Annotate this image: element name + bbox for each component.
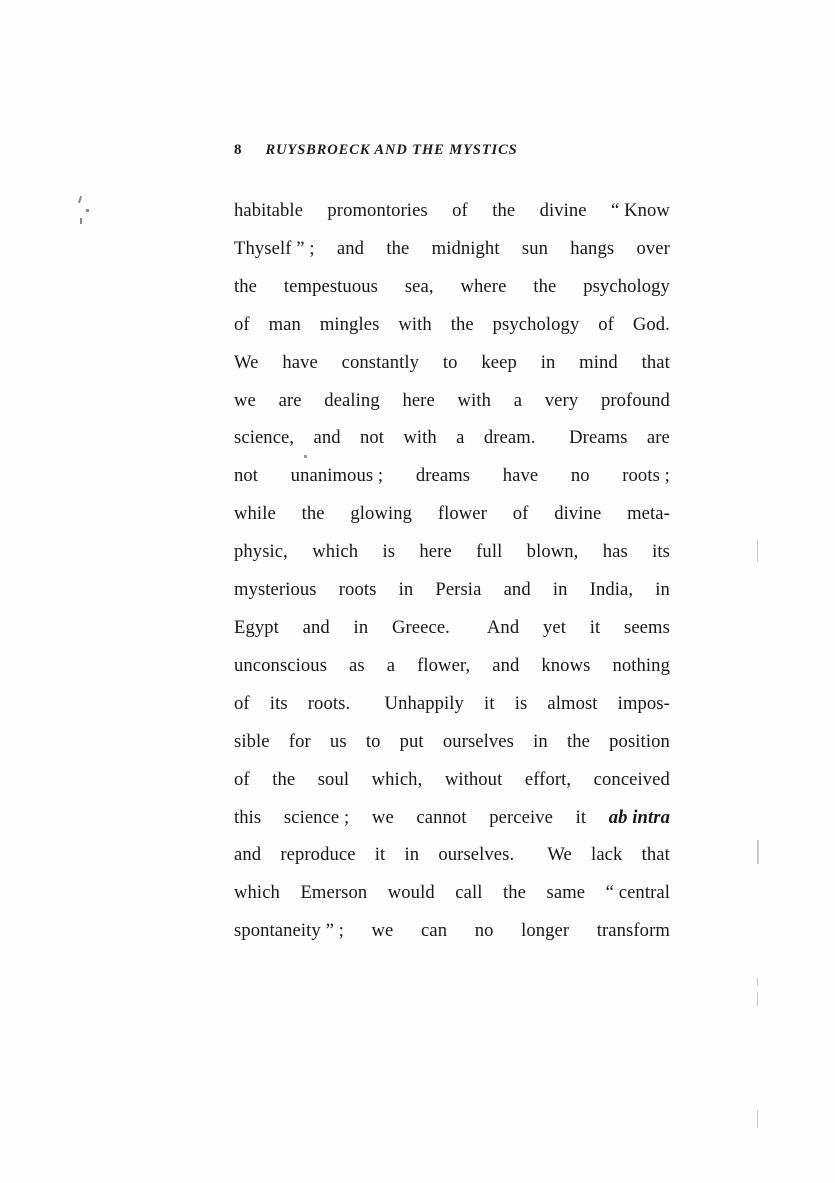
text-word: us [329, 730, 347, 752]
text-line [234, 382, 670, 420]
text-word: to [442, 351, 458, 373]
text-line [234, 419, 670, 457]
text-word: habitable [234, 200, 304, 221]
text-word: is [514, 692, 528, 714]
text-word: a [386, 654, 396, 676]
text-word: man [268, 313, 301, 335]
text-word: here [419, 541, 452, 563]
margin-artifact [757, 540, 758, 562]
text-word: sun [521, 237, 549, 259]
text-word: we [371, 806, 394, 828]
text-word: glowing [350, 503, 413, 525]
text-word: and [492, 654, 520, 676]
margin-artifact [757, 1110, 758, 1128]
text-word: ourselves. [438, 844, 515, 866]
text-line [234, 799, 670, 837]
text-word: in [353, 616, 369, 638]
text-word: can [421, 920, 448, 942]
text-word: no [474, 920, 494, 942]
text-word: “ Know [611, 200, 670, 221]
scan-speck [80, 218, 82, 224]
text-line [234, 836, 670, 874]
text-word: Dreams [554, 427, 628, 449]
text-word: this [234, 806, 262, 828]
text-word: ourselves [442, 730, 514, 752]
text-word: roots [338, 579, 377, 601]
text-line [234, 306, 670, 344]
text-line [234, 230, 670, 268]
text-line [234, 723, 670, 761]
text-line [234, 874, 670, 912]
text-word: keep [481, 351, 517, 373]
scan-speck [86, 209, 89, 212]
text-word: ab intra [608, 806, 670, 828]
text-word: no [570, 465, 590, 487]
text-word: Unhappily [370, 692, 464, 714]
text-line [234, 457, 670, 495]
text-word: promontories [327, 200, 428, 221]
text-word: “ central [605, 882, 670, 904]
text-word: longer [521, 920, 570, 942]
text-word: its [652, 541, 670, 563]
text-line [234, 912, 670, 950]
text-word: Thyself ” ; [234, 237, 315, 259]
text-word: flower [437, 503, 487, 525]
text-word: that [641, 351, 670, 373]
text-word: unanimous ; [290, 465, 384, 487]
text-word: which, [371, 768, 423, 790]
text-word: without [444, 768, 503, 790]
text-word: and [336, 237, 365, 259]
text-word: the [301, 503, 325, 525]
text-word: with [457, 389, 492, 411]
text-word: with [403, 427, 437, 449]
text-word: call [455, 882, 483, 904]
text-word: that [641, 844, 670, 866]
text-line [234, 647, 670, 685]
scan-speck [304, 455, 307, 458]
text-word: which [312, 541, 359, 563]
text-word: very [544, 389, 579, 411]
text-word: roots ; [622, 465, 670, 487]
text-word: are [278, 389, 302, 411]
text-line [234, 609, 670, 647]
scan-speck [78, 196, 82, 203]
text-word: the [386, 237, 410, 259]
text-word: sible [234, 730, 270, 752]
text-word: of [234, 313, 250, 335]
text-word: profound [600, 389, 670, 411]
text-word: we [371, 920, 394, 942]
text-word: while [234, 503, 276, 525]
text-word: roots. [307, 692, 351, 714]
text-line [234, 192, 670, 230]
text-word: of [234, 768, 250, 790]
text-word: science, [234, 427, 295, 449]
text-word: the [234, 275, 258, 297]
text-word: has [602, 541, 628, 563]
margin-artifact [757, 978, 758, 986]
text-word: have [502, 465, 539, 487]
text-word: and [503, 579, 531, 601]
text-line [234, 571, 670, 609]
text-word: perceive [489, 806, 553, 828]
text-word: meta- [627, 503, 670, 525]
text-word: soul [317, 768, 350, 790]
text-line [234, 533, 670, 571]
text-word: almost [547, 692, 598, 714]
text-word: dreams [415, 465, 471, 487]
text-word: cannot [416, 806, 467, 828]
text-word: yet [542, 616, 566, 638]
text-word: in [552, 579, 568, 601]
text-word: spontaneity ” ; [234, 920, 344, 942]
text-word: a [456, 427, 465, 449]
text-word: dealing [324, 389, 380, 411]
text-word: divine [539, 200, 587, 221]
text-word: is [382, 541, 396, 563]
text-word: in [404, 844, 420, 866]
text-word: blown, [526, 541, 579, 563]
text-line [234, 495, 670, 533]
text-word: position [609, 730, 670, 752]
text-word: Persia [435, 579, 482, 601]
text-word: conceived [593, 768, 670, 790]
text-word: over [636, 237, 670, 259]
text-word: tempestuous [283, 275, 378, 297]
text-word: put [399, 730, 424, 752]
margin-artifact [757, 840, 759, 864]
text-word: midnight [431, 237, 500, 259]
text-word: unconscious [234, 654, 328, 676]
text-word: its [269, 692, 288, 714]
text-word: God. [632, 313, 670, 335]
text-word: full [476, 541, 503, 563]
text-word: of [598, 313, 614, 335]
text-word: in [540, 351, 556, 373]
text-word: mingles [319, 313, 380, 335]
text-word: which [234, 882, 280, 904]
text-word: transform [596, 920, 670, 942]
text-word: We [234, 351, 259, 373]
text-word: of [512, 503, 529, 525]
text-word: not [234, 465, 259, 487]
text-word: constantly [341, 351, 420, 373]
text-word: lack [591, 844, 623, 866]
text-word: psychology [583, 275, 670, 297]
text-word: are [646, 427, 670, 449]
text-word: and [234, 844, 262, 866]
text-word: it [484, 692, 495, 714]
text-word: we [234, 389, 256, 411]
text-word: impos- [617, 692, 670, 714]
text-word: it [589, 616, 601, 638]
text-word: sea, [404, 275, 434, 297]
text-word: the [492, 200, 516, 221]
text-word: a [513, 389, 523, 411]
text-word: reproduce [280, 844, 356, 866]
text-word: Greece. [391, 616, 450, 638]
text-line [234, 685, 670, 723]
text-word: the [272, 768, 296, 790]
text-word: mind [579, 351, 618, 373]
text-word: psychology [492, 313, 580, 335]
text-word: effort, [524, 768, 572, 790]
text-word: in [533, 730, 548, 752]
text-word: And [473, 616, 520, 638]
text-word: the [502, 882, 526, 904]
text-word: flower, [417, 654, 471, 676]
text-word: the [533, 275, 557, 297]
text-word: and [302, 616, 330, 638]
text-word: not [359, 427, 385, 449]
text-word: Emerson [300, 882, 368, 904]
running-head [234, 142, 668, 159]
text-word: would [387, 882, 435, 904]
text-word: where [460, 275, 507, 297]
text-word: here [402, 389, 435, 411]
margin-artifact [757, 992, 758, 1006]
text-line [234, 268, 670, 306]
text-word: science ; [283, 806, 350, 828]
text-word: it [575, 806, 587, 828]
running-title: RUYSBROECK AND THE MYSTICS [265, 142, 518, 158]
body-text [234, 192, 670, 950]
text-word: same [546, 882, 586, 904]
text-word: knows [541, 654, 591, 676]
text-word: to [365, 730, 381, 752]
text-word: the [566, 730, 590, 752]
text-word: Egypt [234, 616, 279, 638]
text-word: hangs [570, 237, 615, 259]
text-word: in [398, 579, 414, 601]
text-word: We [533, 844, 572, 866]
text-word: dream. [483, 427, 536, 449]
text-word: for [288, 730, 311, 752]
text-word: mysterious [234, 579, 317, 601]
text-line [234, 761, 670, 799]
text-word: seems [623, 616, 670, 638]
text-word: have [282, 351, 318, 373]
text-word: as [349, 654, 365, 676]
text-word: of [234, 692, 250, 714]
text-line [234, 344, 670, 382]
text-word: India, [589, 579, 634, 601]
text-word: nothing [612, 654, 670, 676]
text-word: with [398, 313, 432, 335]
page-number: 8 [234, 142, 242, 158]
text-word: of [452, 200, 468, 221]
text-word: divine [554, 503, 602, 525]
text-word: in [655, 579, 670, 601]
text-word: and [313, 427, 341, 449]
text-word: the [450, 313, 474, 335]
text-word: physic, [234, 541, 288, 563]
text-word: it [374, 844, 386, 866]
